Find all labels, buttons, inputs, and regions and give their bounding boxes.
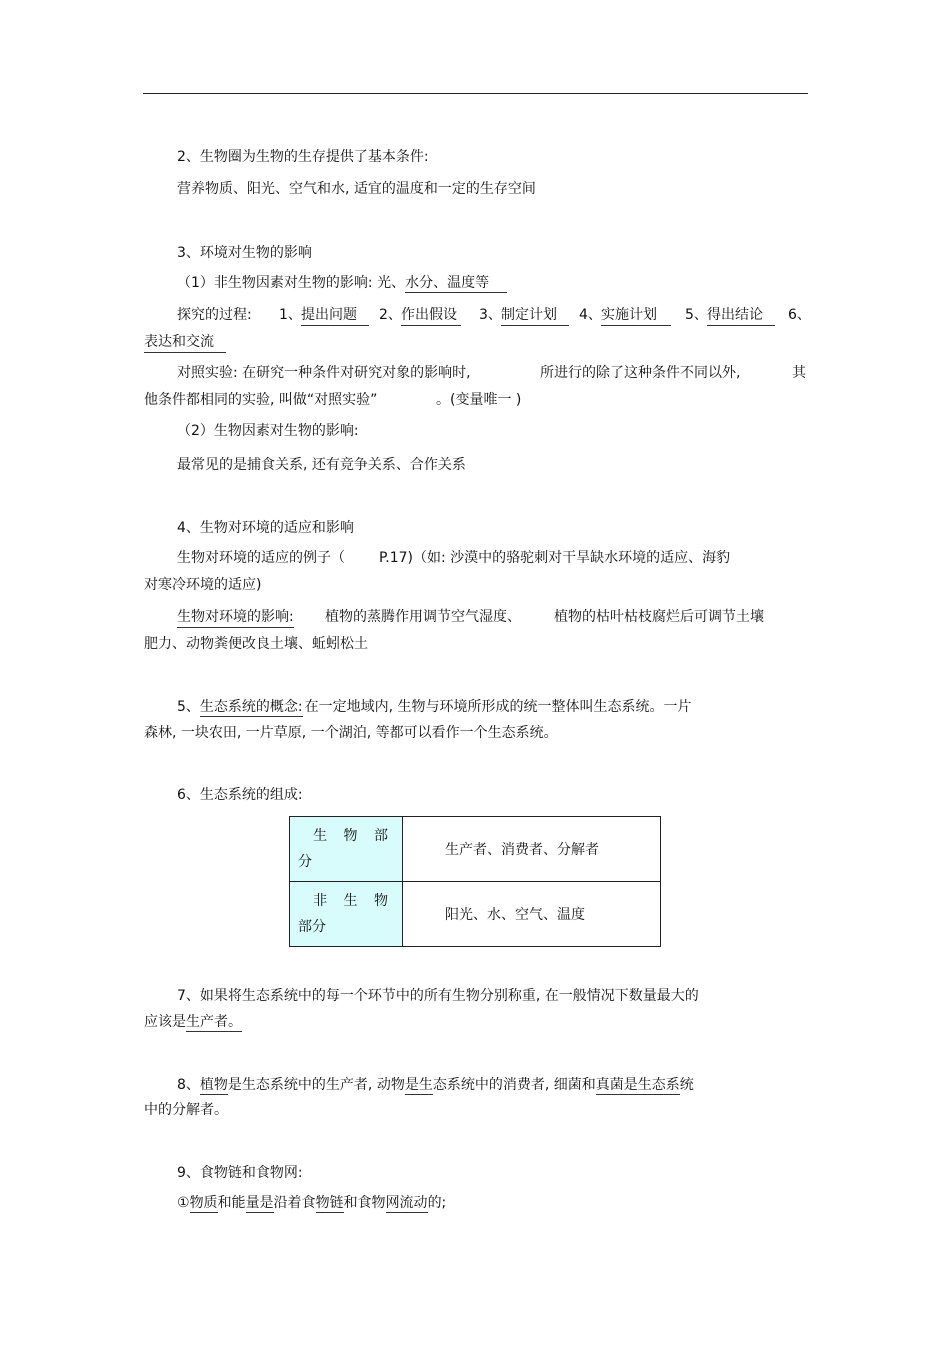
- sec7-line2: [144, 1013, 242, 1031]
- sec4-adapt-b: P.17)（如: 沙漠中的骆驼刺对干旱缺水环境的适应、海豹: [379, 550, 731, 566]
- table-cell-value: 阳光、水、空气、温度: [403, 882, 661, 947]
- ecosystem-table: [289, 816, 661, 947]
- sec3-title: 3、环境对生物的影响: [177, 245, 312, 261]
- sec3-step2-num: 2、: [379, 307, 402, 323]
- sec3-step4-num: 4、: [579, 307, 602, 323]
- sec9-u4: 网流动: [385, 1195, 428, 1211]
- sec5-term: 生态系统的概念:: [199, 699, 303, 715]
- sec3-step1: 提出问题: [301, 306, 369, 326]
- sec9-u2: 量是: [245, 1195, 274, 1211]
- sec3-control-c: 其: [792, 365, 806, 381]
- sec9-t2: 沿着食: [273, 1195, 316, 1211]
- sec2-body: 营养物质、阳光、空气和水, 适宜的温度和一定的生存空间: [177, 181, 536, 197]
- table-cell-value: 生产者、消费者、分解者: [403, 817, 661, 882]
- sec5-num: 5、: [177, 699, 200, 715]
- sec4-influence-a: 植物的蒸腾作用调节空气湿度、: [325, 609, 521, 625]
- sec5-line1: [177, 698, 692, 716]
- header-rule: [143, 93, 808, 94]
- sec4-influence-c: 肥力、动物粪便改良土壤、蚯蚓松土: [144, 636, 368, 652]
- table-row-header: [290, 882, 403, 947]
- sec9-line1: [177, 1194, 446, 1212]
- sec8-text2: 态系统中的消费者, 细菌和: [432, 1077, 596, 1093]
- sec8-underline3: 真菌是生态系: [595, 1077, 680, 1093]
- table-row: [290, 817, 661, 882]
- sec9-t3: 和食物: [343, 1195, 386, 1211]
- sec7-prefix: 应该是: [144, 1014, 186, 1030]
- sec8-num: 8、: [177, 1077, 200, 1093]
- sec3-control-d: 他条件都相同的实验, 叫做“对照实验”: [144, 392, 378, 408]
- sec3-control-a: 对照实验: 在研究一种条件对研究对象的影响时,: [177, 365, 471, 381]
- sec3-abiotic-prefix: （1）非生物因素对生物的影响: 光、: [177, 275, 406, 291]
- sec4-adapt-c: 对寒冷环境的适应): [144, 577, 262, 593]
- table-header-line2: 分: [298, 854, 312, 870]
- sec3-control-b: 所进行的除了这种条件不同以外,: [540, 365, 741, 381]
- sec9-t1: 和能: [217, 1195, 246, 1211]
- sec3-step1-num: 1、: [279, 307, 302, 323]
- sec7-answer: 生产者。: [186, 1014, 242, 1030]
- sec4-adapt-a: 生物对环境的适应的例子（: [177, 550, 345, 566]
- sec7-line1: 7、如果将生态系统中的每一个环节中的所有生物分别称重, 在一般情况下数量最大的: [177, 988, 699, 1004]
- sec9-mark: ①: [177, 1195, 190, 1211]
- sec8-line1: [177, 1076, 694, 1094]
- table-header-line2: 部分: [298, 919, 326, 935]
- sec3-step3-num: 3、: [479, 307, 502, 323]
- table-header-line1: 非 生 物: [313, 893, 394, 909]
- sec6-title: 6、生态系统的组成:: [177, 787, 303, 803]
- sec4-influence-term: 生物对环境的影响:: [177, 608, 294, 628]
- sec3-step3: 制定计划: [501, 306, 569, 326]
- sec3-control-e: 。(变量唯一 ): [436, 392, 522, 408]
- sec9-title: 9、食物链和食物网:: [177, 1165, 303, 1181]
- sec2-title: 2、生物圈为生物的生存提供了基本条件:: [177, 149, 429, 165]
- sec3-step4: 实施计划: [601, 306, 671, 326]
- sec3-step5: 得出结论: [707, 306, 775, 326]
- sec3-biotic: （2）生物因素对生物的影响:: [177, 423, 359, 439]
- sec8-text1: 是生态系统中的生产者, 动物: [227, 1077, 405, 1093]
- sec9-u3: 物链: [315, 1195, 344, 1211]
- sec9-u1: 物质: [189, 1195, 218, 1211]
- sec4-title: 4、生物对环境的适应和影响: [177, 520, 354, 536]
- sec4-influence-b: 植物的枯叶枯枝腐烂后可调节土壤: [554, 609, 764, 625]
- sec3-step5-num: 5、: [685, 307, 708, 323]
- sec8-underline2: 是生: [404, 1077, 433, 1093]
- sec9-t4: 的;: [427, 1195, 447, 1211]
- sec3-step2: 作出假设: [401, 306, 461, 326]
- sec8-line2: 中的分解者。: [144, 1102, 228, 1118]
- sec8-text3: 统: [679, 1077, 694, 1093]
- sec3-abiotic-underlined: 水分、温度等: [405, 275, 507, 293]
- sec3-step6-num: 6、: [788, 307, 811, 323]
- table-row-header: [290, 817, 403, 882]
- sec5-body-b: 森林, 一块农田, 一片草原, 一个湖泊, 等都可以看作一个生态系统。: [144, 725, 558, 741]
- sec5-body-a: 在一定地域内, 生物与环境所形成的统一整体叫生态系统。一片: [304, 699, 692, 715]
- sec8-plants: 植物: [199, 1077, 228, 1093]
- sec3-steps-label: 探究的过程:: [177, 307, 252, 323]
- sec3-biotic-body: 最常见的是捕食关系, 还有竞争关系、合作关系: [177, 457, 466, 473]
- sec3-abiotic: [177, 274, 507, 292]
- table-row: [290, 882, 661, 947]
- sec3-step6: 表达和交流: [144, 333, 226, 353]
- table-header-line1: 生 物 部: [313, 828, 394, 844]
